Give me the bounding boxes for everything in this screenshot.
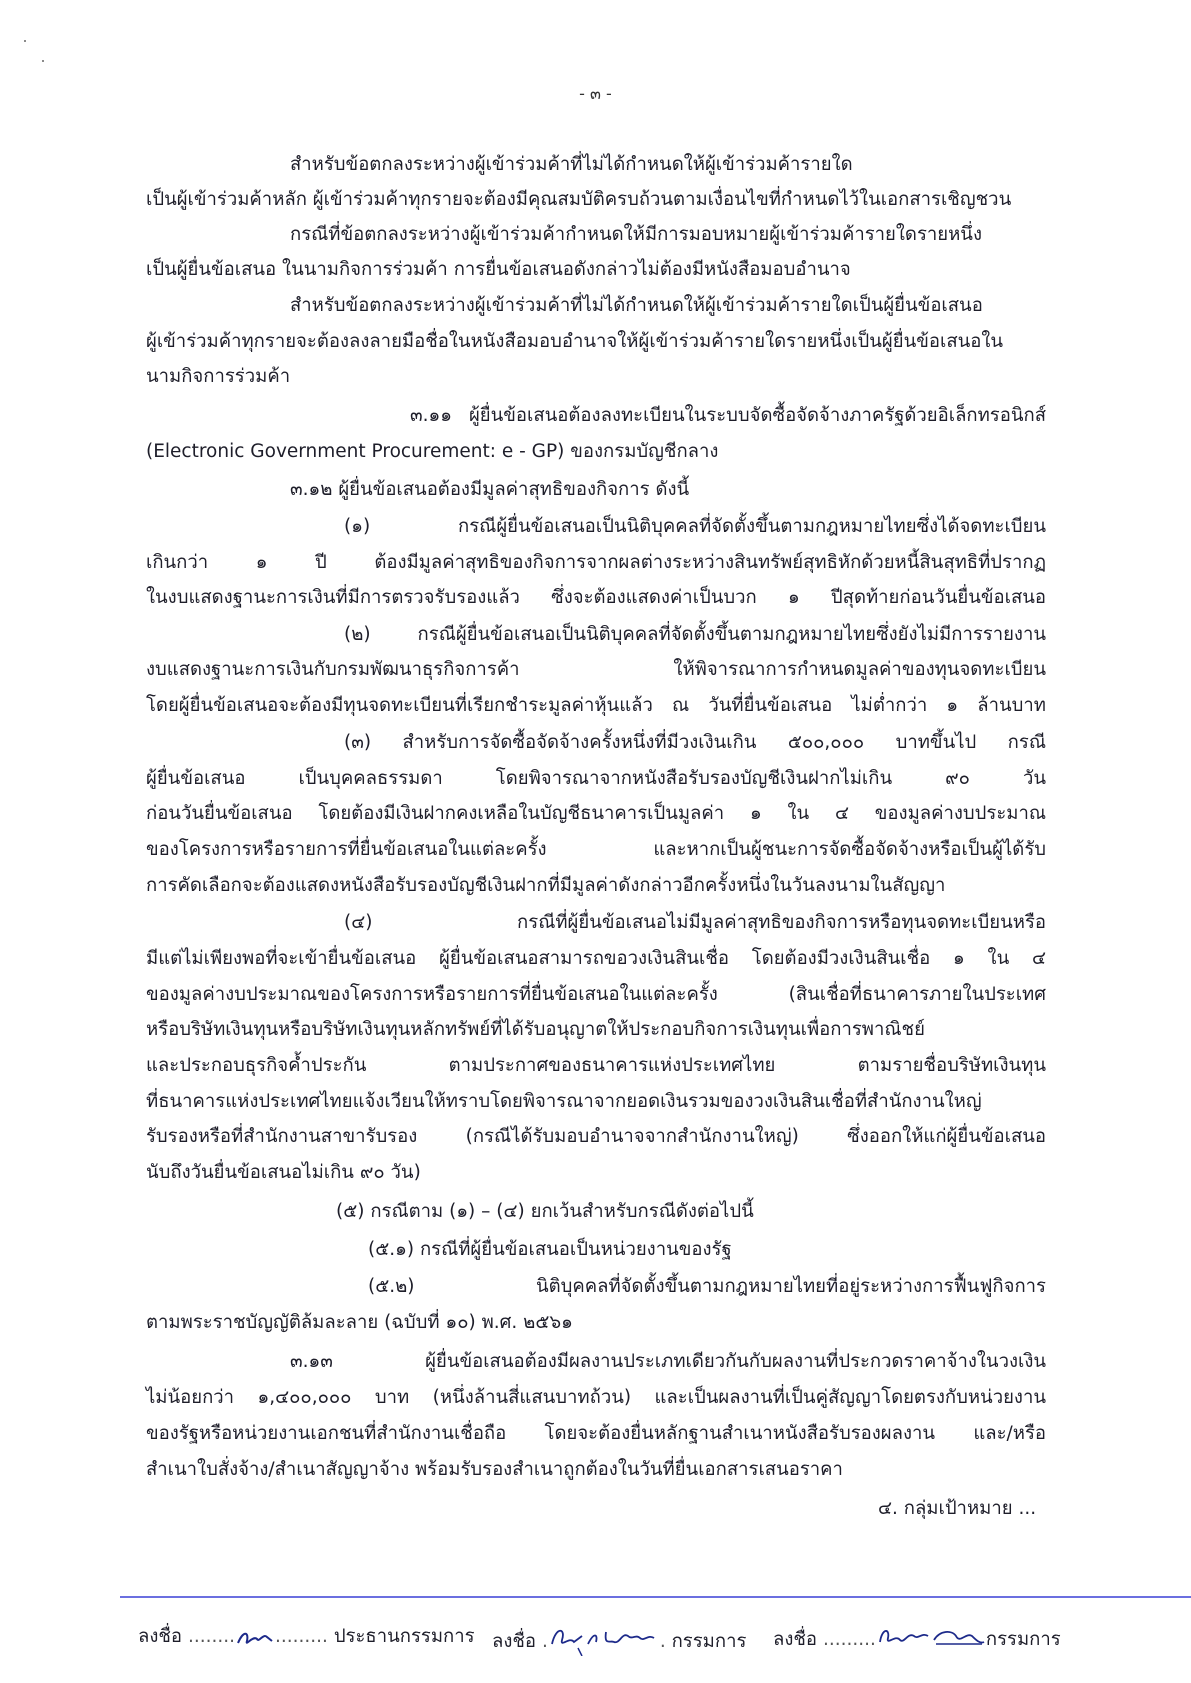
text-line: ที่ธนาคารแห่งประเทศไทยแจ้งเวียนให้ทราบโดยพิจารณาจากยอดเงินรวมของวงเงินสินเชื่อที่สำนักงานใหญ่: [146, 1091, 982, 1112]
text-line: ตามพระราชบัญญัติล้มละลาย (ฉบับที่ ๑๐) พ.ศ. ๒๕๖๑: [146, 1312, 573, 1333]
text-line: ๓.๑๒ ผู้ยื่นข้อเสนอต้องมีมูลค่าสุทธิของกิจการ ดังนี้: [290, 479, 690, 500]
text-line: การคัดเลือกจะต้องแสดงหนังสือรับรองบัญชีเงินฝากที่มีมูลค่าดังกล่าวอีกครั้งหนึ่งในวันลงนามในสัญญา: [146, 875, 946, 896]
text-line: หรือบริษัทเงินทุนหรือบริษัทเงินทุนหลักทรัพย์ที่ได้รับอนุญาตให้ประกอบกิจการเงินทุนเพื่อการพาณิชย์: [146, 1019, 925, 1040]
text-line: ก่อนวันยื่นข้อเสนอ โดยต้องมีเงินฝากคงเหลือในบัญชีธนาคารเป็นมูลค่า ๑ ใน ๔ ของมูลค่างบประมาณ: [146, 803, 1046, 824]
text-line: (Electronic Government Procurement: e - GP) ของกรมบัญชีกลาง: [146, 441, 719, 462]
text-line: นับถึงวันยื่นข้อเสนอไม่เกิน ๙๐ วัน): [146, 1162, 421, 1183]
handwritten-signature: [235, 1625, 275, 1651]
text-line: เกินกว่า ๑ ปี ต้องมีมูลค่าสุทธิของกิจการจากผลต่างระหว่างสินทรัพย์สุทธิหักด้วยหนี้สินสุทธิที่ปรากฏ: [146, 552, 1046, 573]
handwritten-signature: [548, 1622, 660, 1656]
handwritten-signature: [876, 1622, 986, 1654]
text-line: โดยผู้ยื่นข้อเสนอจะต้องมีทุนจดทะเบียนที่เรียกชำระมูลค่าหุ้นแล้ว ณ วันที่ยื่นข้อเสนอ ไม่ต่ำกว่า ๑ ล้านบาท: [146, 695, 1046, 716]
signature-dots: ........: [187, 1626, 235, 1647]
page-number: - ๓ -: [579, 84, 612, 103]
text-line: (๓) สำหรับการจัดซื้อจัดจ้างครั้งหนึ่งที่มีวงเงินเกิน ๕๐๐,๐๐๐ บาทขึ้นไป กรณี: [344, 732, 1046, 753]
sign-label: ลงชื่อ: [773, 1629, 818, 1650]
text-line: ผู้ยื่นข้อเสนอ เป็นบุคคลธรรมดา โดยพิจารณาจากหนังสือรับรองบัญชีเงินฝากไม่เกิน ๙๐ วัน: [146, 768, 1046, 789]
text-line: ไม่น้อยกว่า ๑,๔๐๐,๐๐๐ บาท (หนึ่งล้านสี่แสนบาทถ้วน) และเป็นผลงานที่เป็นคู่สัญญาโดยตรงกับหน่วยงาน: [146, 1387, 1046, 1408]
signer-role: กรรมการ: [671, 1631, 747, 1652]
text-line: ในงบแสดงฐานะการเงินที่มีการตรวจรับรองแล้ว ซึ่งจะต้องแสดงค่าเป็นบวก ๑ ปีสุดท้ายก่อนวันยื่นข้อเสนอ: [146, 587, 1046, 608]
scan-speck: [42, 60, 44, 62]
text-line: (๕) กรณีตาม (๑) – (๔) ยกเว้นสำหรับกรณีดังต่อไปนี้: [336, 1201, 754, 1222]
sign-label: ลงชื่อ: [492, 1631, 537, 1652]
text-line: ของรัฐหรือหน่วยงานเอกชนที่สำนักงานเชื่อถือ โดยจะต้องยื่นหลักฐานสำเนาหนังสือรับรองผลงาน และ/หรือ: [146, 1423, 1046, 1444]
text-line: (๑) กรณีผู้ยื่นข้อเสนอเป็นนิติบุคคลที่จัดตั้งขึ้นตามกฎหมายไทยซึ่งได้จดทะเบียน: [344, 516, 1046, 537]
text-line: ๓.๑๓ ผู้ยื่นข้อเสนอต้องมีผลงานประเภทเดียวกันกับผลงานที่ประกวดราคาจ้างในวงเงิน: [290, 1351, 1046, 1372]
text-line: เป็นผู้เข้าร่วมค้าหลัก ผู้เข้าร่วมค้าทุกรายจะต้องมีคุณสมบัติครบถ้วนตามเงื่อนไขที่กำหนดไว้ในเอกสารเชิญชวน: [146, 189, 1012, 210]
text-line: เป็นผู้ยื่นข้อเสนอ ในนามกิจการร่วมค้า การยื่นข้อเสนอดังกล่าวไม่ต้องมีหนังสือมอบอำนาจ: [146, 259, 851, 280]
scan-speck: [24, 40, 26, 42]
signature-dots: .: [541, 1631, 548, 1652]
text-line: สำหรับข้อตกลงระหว่างผู้เข้าร่วมค้าที่ไม่ได้กำหนดให้ผู้เข้าร่วมค้ารายใด: [290, 154, 853, 175]
signature-block-committee-2: [773, 1622, 1061, 1654]
signature-dots: .........: [274, 1626, 328, 1647]
text-line: มีแต่ไม่เพียงพอที่จะเข้ายื่นข้อเสนอ ผู้ยื่นข้อเสนอสามารถขอวงเงินสินเชื่อ โดยต้องมีวงเงินสินเชื่อ ๑ ใน ๔: [146, 948, 1046, 969]
sign-label: ลงชื่อ: [138, 1626, 183, 1647]
text-line: (๒) กรณีผู้ยื่นข้อเสนอเป็นนิติบุคคลที่จัดตั้งขึ้นตามกฎหมายไทยซึ่งยังไม่มีการรายงาน: [344, 624, 1046, 645]
text-line: สำหรับข้อตกลงระหว่างผู้เข้าร่วมค้าที่ไม่ได้กำหนดให้ผู้เข้าร่วมค้ารายใดเป็นผู้ยื่นข้อเสนอ: [290, 295, 983, 316]
signature-dots: .: [659, 1631, 666, 1652]
text-line: (๕.๑) กรณีที่ผู้ยื่นข้อเสนอเป็นหน่วยงานของรัฐ: [368, 1239, 732, 1260]
continuation-note: ๔. กลุ่มเป้าหมาย ...: [878, 1498, 1037, 1519]
signature-block-committee-1: [492, 1622, 746, 1656]
signature-block-chairman: [138, 1622, 475, 1651]
text-line: และประกอบธุรกิจค้ำประกัน ตามประกาศของธนาคารแห่งประเทศไทย ตามรายชื่อบริษัทเงินทุน: [146, 1055, 1046, 1076]
signature-dots: .........: [822, 1629, 876, 1650]
text-line: (๔) กรณีที่ผู้ยื่นข้อเสนอไม่มีมูลค่าสุทธิของกิจการหรือทุนจดทะเบียนหรือ: [344, 912, 1046, 933]
text-line: งบแสดงฐานะการเงินกับกรมพัฒนาธุรกิจการค้า ให้พิจารณาการกำหนดมูลค่าของทุนจดทะเบียน: [146, 659, 1046, 680]
text-line: ของโครงการหรือรายการที่ยื่นข้อเสนอในแต่ละครั้ง และหากเป็นผู้ชนะการจัดซื้อจัดจ้างหรือเป็นผู้ได้รับ: [146, 839, 1046, 860]
text-line: ของมูลค่างบประมาณของโครงการหรือรายการที่ยื่นข้อเสนอในแต่ละครั้ง (สินเชื่อที่ธนาคารภายในประเทศ: [146, 984, 1046, 1005]
text-line: นามกิจการร่วมค้า: [146, 366, 291, 387]
signer-role: กรรมการ: [985, 1629, 1061, 1650]
text-line: ผู้เข้าร่วมค้าทุกรายจะต้องลงลายมือชื่อในหนังสือมอบอำนาจให้ผู้เข้าร่วมค้ารายใดรายหนึ่งเป็นผู้ยื่นข้อเสนอใน: [146, 331, 1004, 352]
text-line: รับรองหรือที่สำนักงานสาขารับรอง (กรณีได้รับมอบอำนาจจากสำนักงานใหญ่) ซึ่งออกให้แก่ผู้ยื่นข้อเสนอ: [146, 1126, 1046, 1147]
text-line: ๓.๑๑ ผู้ยื่นข้อเสนอต้องลงทะเบียนในระบบจัดซื้อจัดจ้างภาครัฐด้วยอิเล็กทรอนิกส์: [410, 405, 1046, 426]
text-line: สำเนาใบสั่งจ้าง/สำเนาสัญญาจ้าง พร้อมรับรองสำเนาถูกต้องในวันที่ยื่นเอกสารเสนอราคา: [146, 1459, 843, 1480]
text-line: กรณีที่ข้อตกลงระหว่างผู้เข้าร่วมค้ากำหนดให้มีการมอบหมายผู้เข้าร่วมค้ารายใดรายหนึ่ง: [290, 224, 982, 245]
text-line: (๕.๒) นิติบุคคลที่จัดตั้งขึ้นตามกฎหมายไทยที่อยู่ระหว่างการฟื้นฟูกิจการ: [368, 1276, 1046, 1297]
signer-role: ประธานกรรมการ: [333, 1626, 475, 1647]
footer-rule: [120, 1596, 1191, 1598]
